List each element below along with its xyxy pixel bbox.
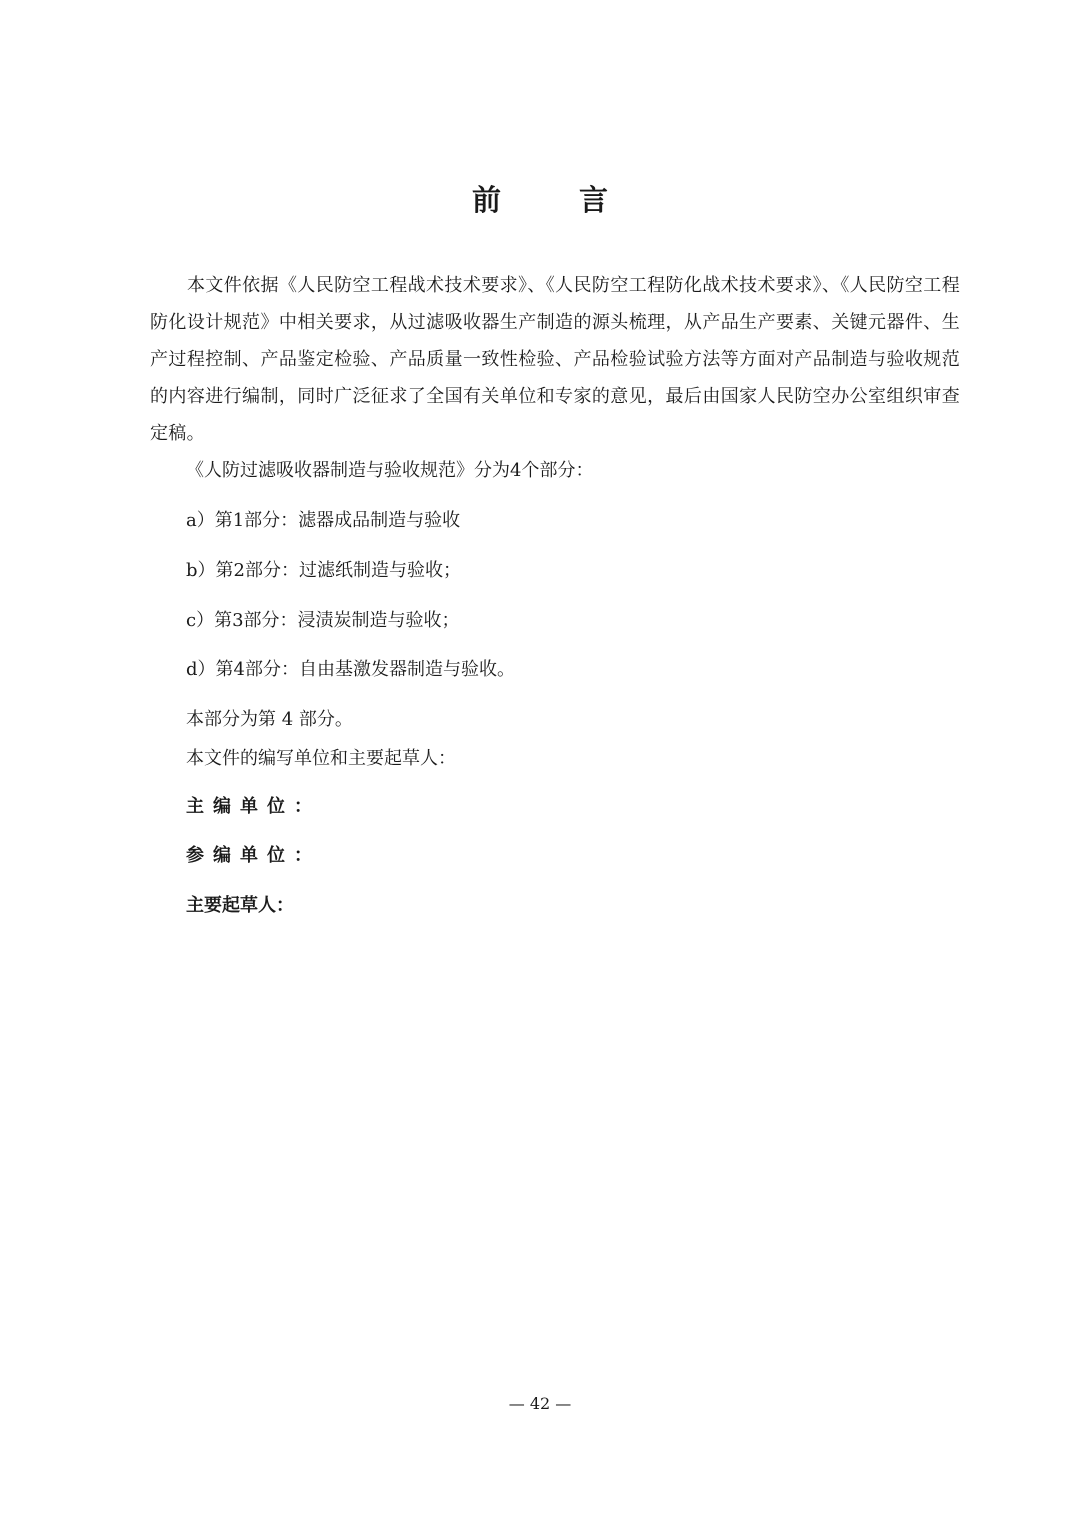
page-number: — 42 — [508,1394,572,1413]
intro-paragraph: 本文件依据《人民防空工程战术技术要求》、《人民防空工程防化战术技术要求》、《人民防空工程防化设计规范》中相关要求，从过滤吸收器生产制造的源头梳理，从产品生产要素、关键元器件、生产过程控制、产品鉴定检验、产品质量一致性检验、产品检验试验方法等方面对产品制造与验收规范的内容进行编制，同时广泛征求了全国有关单位和专家的意见，最后由国家人民防空办公室组织审查定稿。 [150,275,960,444]
participating-unit-label: 参编单位： [186,845,321,866]
chief-unit-label: 主编单位： [186,796,321,817]
page-title: 前 言 [471,183,643,217]
part-list-item-d: d）第4部分：自由基激发器制造与验收。 [186,659,515,680]
part-list-item-c: c）第3部分：浸渍炭制造与验收； [186,610,460,631]
part-list-item-a: a）第1部分：滤器成品制造与验收 [186,510,461,531]
main-drafters-label: 主要起草人： [186,895,294,916]
drafters-intro: 本文件的编写单位和主要起草人： [186,748,456,769]
this-part-statement: 本部分为第 4 部分。 [186,709,353,730]
series-statement: 《人防过滤吸收器制造与验收规范》分为4个部分： [186,460,594,481]
part-list-item-b: b）第2部分：过滤纸制造与验收； [186,560,461,581]
